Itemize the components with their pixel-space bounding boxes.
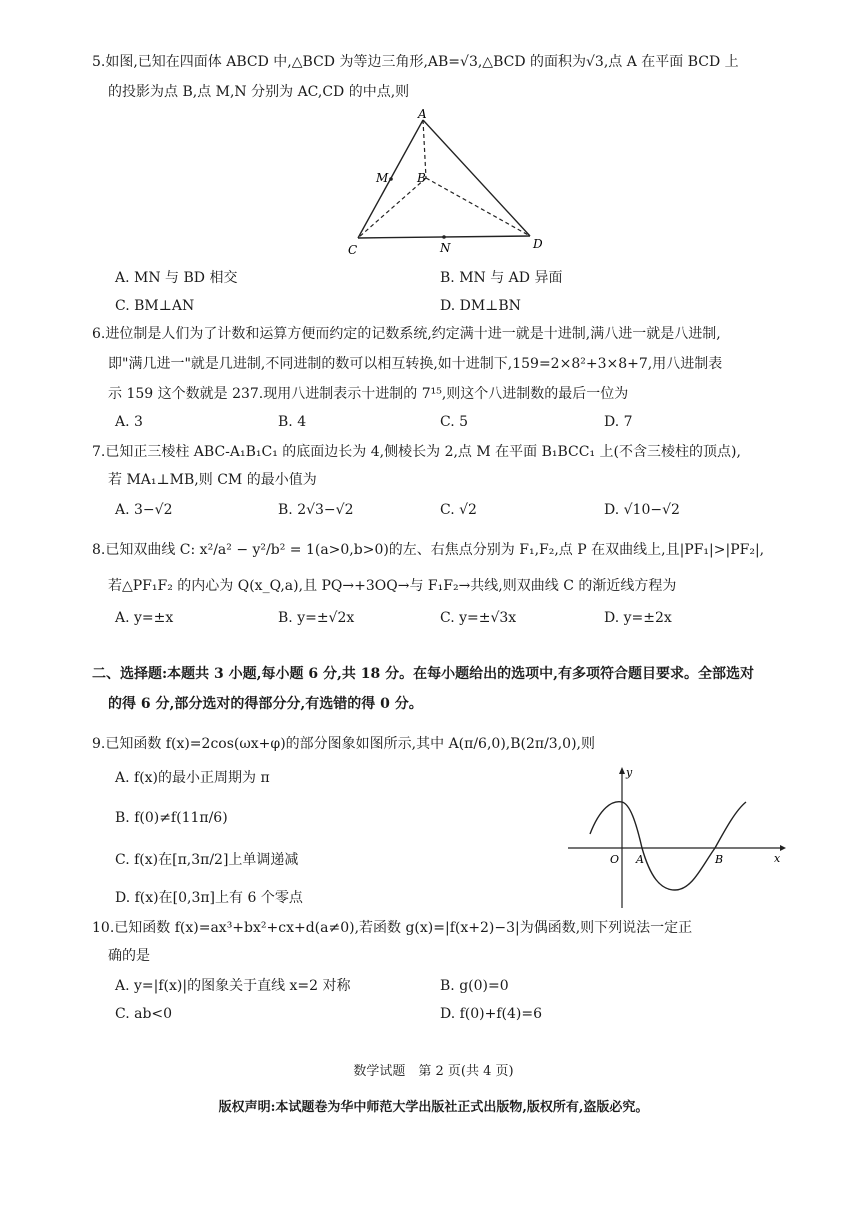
q10-stem-line1: 10.已知函数 f(x)=ax³+bx²+cx+d(a≠0),若函数 g(x)=|f(x+2)−3|为偶函数,则下列说法一定正	[92, 920, 693, 936]
q5-stem-line1: 5.如图,已知在四面体 ABCD 中,△BCD 为等边三角形,AB=√3,△BCD 的面积为√3,点 A 在平面 BCD 上	[92, 54, 739, 70]
label-y: y	[626, 766, 633, 779]
copyright-notice: 版权声明:本试题卷为华中师范大学出版社正式出版物,版权所有,盗版必究。	[218, 1100, 649, 1115]
label-C: C	[348, 243, 358, 257]
label-A: A	[636, 853, 644, 866]
q5-stem-line2: 的投影为点 B,点 M,N 分别为 AC,CD 的中点,则	[108, 84, 410, 100]
cosine-graph-figure	[560, 762, 790, 912]
q8-stem-line2: 若△PF₁F₂ 的内心为 Q(x_Q,a),且 PQ→+3OQ→与 F₁F₂→共线,则双曲线 C 的渐近线方程为	[108, 578, 677, 594]
q9-option-d: D. f(x)在[0,3π]上有 6 个零点	[115, 890, 303, 906]
point-M	[389, 177, 393, 181]
y-axis-arrow	[619, 767, 625, 774]
q6-option-a: A. 3	[115, 414, 143, 430]
q6-option-b: B. 4	[278, 414, 307, 430]
q8-option-b: B. y=±√2x	[278, 610, 355, 626]
q10-stem-line2: 确的是	[108, 948, 150, 964]
q6-stem-line2: 即"满几进一"就是几进制,不同进制的数可以相互转换,如十进制下,159=2×8²+3×8+7,用八进制表	[108, 356, 723, 372]
label-N: N	[440, 241, 451, 255]
q6-stem-line3: 示 159 这个数就是 237.现用八进制表示十进制的 7¹⁵,则这个八进制数的最后一位为	[108, 386, 629, 402]
q8-option-d: D. y=±2x	[604, 610, 672, 626]
edge-BC	[358, 178, 426, 238]
q10-option-a: A. y=|f(x)|的图象关于直线 x=2 对称	[115, 978, 351, 994]
q7-option-c: C. √2	[440, 502, 477, 518]
q8-option-a: A. y=±x	[115, 610, 174, 626]
q7-stem-line1: 7.已知正三棱柱 ABC-A₁B₁C₁ 的底面边长为 4,侧棱长为 2,点 M 在平面 B₁BCC₁ 上(不含三棱柱的顶点),	[92, 444, 741, 460]
label-D: D	[533, 237, 543, 251]
q9-option-a: A. f(x)的最小正周期为 π	[115, 770, 270, 786]
cosine-curve	[590, 802, 746, 890]
q5-option-d: D. DM⊥BN	[440, 298, 521, 314]
q7-option-a: A. 3−√2	[115, 502, 173, 518]
q8-stem-line1: 8.已知双曲线 C: x²/a² − y²/b² = 1(a>0,b>0)的左、右焦点分别为 F₁,F₂,点 P 在双曲线上,且|PF₁|>|PF₂|,	[92, 542, 765, 558]
label-A: A	[418, 108, 427, 121]
q7-option-b: B. 2√3−√2	[278, 502, 354, 518]
q5-option-a: A. MN 与 BD 相交	[115, 270, 238, 286]
q10-option-b: B. g(0)=0	[440, 978, 509, 994]
edge-AB	[423, 120, 426, 178]
q10-option-c: C. ab<0	[115, 1006, 173, 1022]
q7-option-d: D. √10−√2	[604, 502, 680, 518]
q6-option-d: D. 7	[604, 414, 633, 430]
q9-option-b: B. f(0)≠f(11π/6)	[115, 810, 228, 826]
q8-option-c: C. y=±√3x	[440, 610, 517, 626]
label-B: B	[417, 171, 426, 185]
page-number: 数学试题 第 2 页(共 4 页)	[353, 1064, 514, 1079]
section2-instructions-line1: 二、选择题:本题共 3 小题,每小题 6 分,共 18 分。在每小题给出的选项中,有多项符合题目要求。全部选对	[92, 666, 754, 682]
section2-instructions-line2: 的得 6 分,部分选对的得部分分,有选错的得 0 分。	[108, 696, 423, 712]
label-M: M	[376, 171, 389, 185]
q6-option-c: C. 5	[440, 414, 469, 430]
label-O: O	[610, 853, 620, 866]
tetrahedron-figure	[340, 108, 560, 260]
edge-BD	[426, 178, 530, 236]
point-N	[442, 235, 446, 239]
q7-stem-line2: 若 MA₁⊥MB,则 CM 的最小值为	[108, 472, 317, 488]
edge-AD	[423, 120, 530, 236]
q9-option-c: C. f(x)在[π,3π/2]上单调递减	[115, 852, 299, 868]
q10-option-d: D. f(0)+f(4)=6	[440, 1006, 543, 1022]
q9-stem-line1: 9.已知函数 f(x)=2cos(ωx+φ)的部分图象如图所示,其中 A(π/6,0),B(2π/3,0),则	[92, 736, 595, 752]
x-axis-arrow	[780, 845, 786, 851]
label-B: B	[715, 853, 724, 866]
label-x: x	[774, 852, 781, 865]
q5-option-c: C. BM⊥AN	[115, 298, 195, 314]
q5-option-b: B. MN 与 AD 异面	[440, 270, 563, 286]
q6-stem-line1: 6.进位制是人们为了计数和运算方便而约定的记数系统,约定满十进一就是十进制,满八进一就是八进制,	[92, 326, 721, 342]
